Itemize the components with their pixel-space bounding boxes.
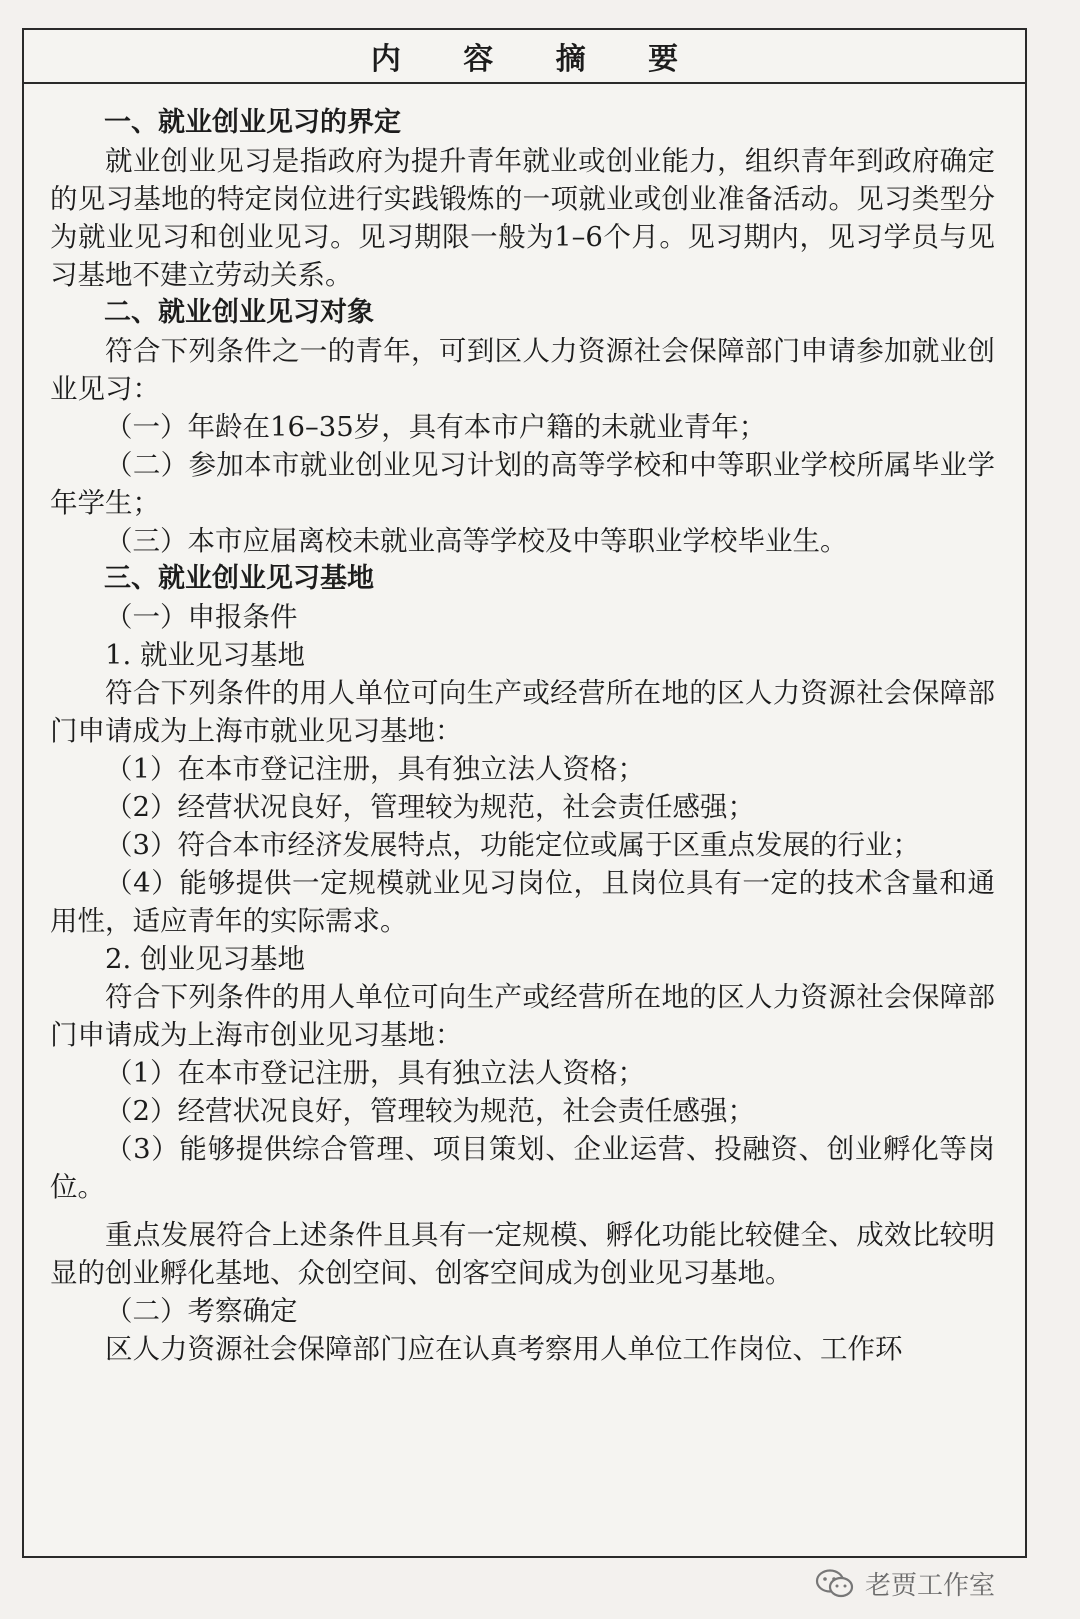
paragraph: 三、就业创业见习基地 — [104, 563, 374, 594]
paragraph: 符合下列条件之一的青年，可到区人力资源社会保障部门申请参加就业创业见习： — [50, 335, 995, 405]
paragraph: （1）在本市登记注册，具有独立法人资格； — [105, 753, 645, 785]
summary-frame — [22, 28, 1027, 1558]
paragraph: 符合下列条件的用人单位可向生产或经营所在地的区人力资源社会保障部门申请成为上海市创业见习基地： — [50, 981, 995, 1051]
paragraph: （一）申报条件 — [105, 601, 298, 633]
paragraph: 二、就业创业见习对象 — [104, 297, 374, 328]
wechat-icon — [815, 1568, 855, 1600]
paragraph: 一、就业创业见习的界定 — [104, 107, 401, 138]
page-title: 内 容 摘 要 — [24, 30, 1025, 84]
paragraph: （一）年龄在16–35岁，具有本市户籍的未就业青年； — [105, 411, 767, 443]
paragraph: 符合下列条件的用人单位可向生产或经营所在地的区人力资源社会保障部门申请成为上海市就业见习基地： — [50, 677, 995, 747]
paragraph: （2）经营状况良好，管理较为规范，社会责任感强； — [105, 1095, 755, 1127]
paragraph: （4）能够提供一定规模就业见习岗位，且岗位具有一定的技术含量和通用性，适应青年的实际需求。 — [50, 867, 995, 937]
paragraph: （3）能够提供综合管理、项目策划、企业运营、投融资、创业孵化等岗位。 — [50, 1133, 995, 1203]
paragraph: 区人力资源社会保障部门应在认真考察用人单位工作岗位、工作环 — [105, 1333, 903, 1365]
document-body — [24, 84, 1025, 1368]
paragraph: 1. 就业见习基地 — [105, 639, 305, 671]
paragraph: （2）经营状况良好，管理较为规范，社会责任感强； — [105, 791, 755, 823]
watermark — [815, 1565, 995, 1602]
watermark-text: 老贾工作室 — [865, 1571, 996, 1601]
paragraph: （3）符合本市经济发展特点，功能定位或属于区重点发展的行业； — [105, 829, 920, 861]
paragraph: （三）本市应届离校未就业高等学校及中等职业学校毕业生。 — [105, 525, 848, 557]
paragraph: 2. 创业见习基地 — [105, 943, 305, 975]
paragraph: （1）在本市登记注册，具有独立法人资格； — [105, 1057, 645, 1089]
paragraph: 重点发展符合上述条件且具有一定规模、孵化功能比较健全、成效比较明显的创业孵化基地、众创空间、创客空间成为创业见习基地。 — [50, 1219, 995, 1289]
paragraph: （二）参加本市就业创业见习计划的高等学校和中等职业学校所属毕业学年学生； — [50, 449, 995, 519]
paragraph: （二）考察确定 — [105, 1295, 298, 1327]
paragraph: 就业创业见习是指政府为提升青年就业或创业能力，组织青年到政府确定的见习基地的特定岗位进行实践锻炼的一项就业或创业准备活动。见习类型分为就业见习和创业见习。见习期限一般为1–6个月。见习期内，见习学员与见习基地不建立劳动关系。 — [50, 145, 995, 291]
